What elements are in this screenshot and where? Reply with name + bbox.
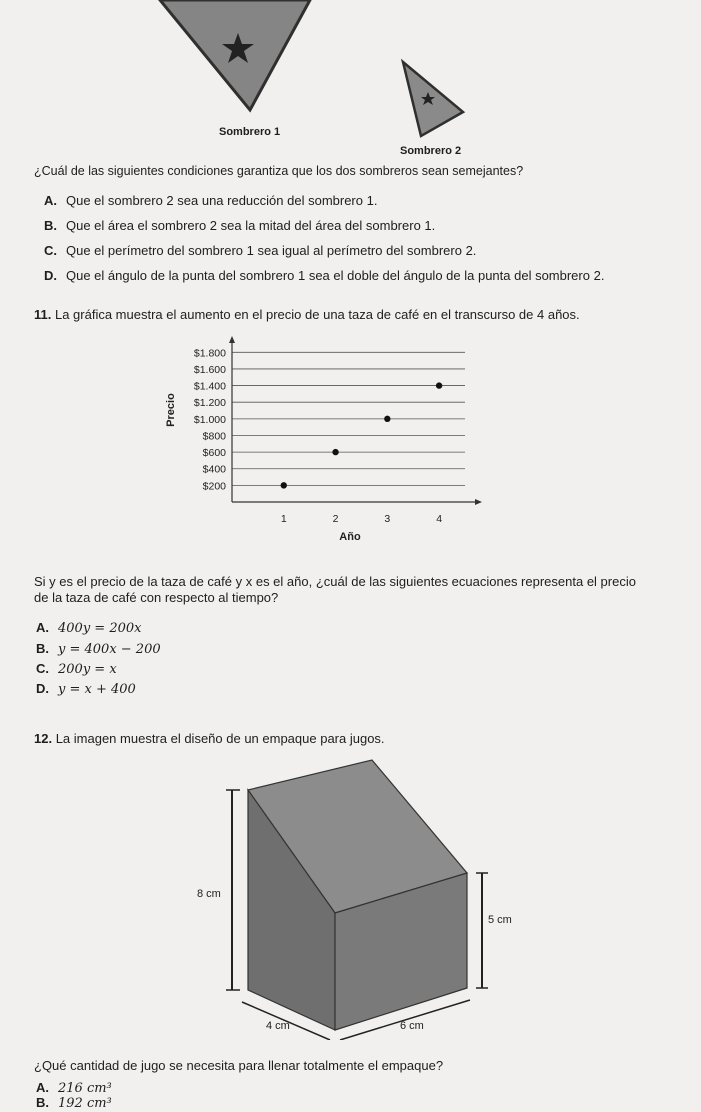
x-axis-label: Año	[339, 531, 361, 543]
y-tick-label: $400	[202, 463, 226, 476]
option-value: 192 cm³	[58, 1096, 112, 1111]
option-letter: A.	[36, 620, 49, 635]
data-point	[332, 449, 338, 455]
y-axis-label: Precio	[165, 393, 177, 427]
option-value: 216 cm³	[58, 1081, 112, 1096]
q10-option-b	[44, 218, 435, 234]
option-equation: 400y = 200x	[58, 621, 142, 636]
option-letter: D.	[36, 681, 49, 696]
hat-1-label: Sombrero 1	[219, 126, 281, 138]
juice-box-figure	[180, 750, 560, 1040]
data-point	[281, 482, 287, 488]
data-point	[384, 416, 390, 422]
width-label: 6 cm	[400, 1020, 424, 1032]
option-equation: y = x + 400	[58, 682, 136, 697]
data-point	[436, 382, 442, 388]
price-chart	[160, 330, 490, 550]
side-label: 5 cm	[488, 914, 512, 926]
q11-option-b	[36, 641, 161, 658]
option-letter: C.	[44, 243, 57, 258]
option-letter: B.	[36, 641, 49, 656]
x-tick-label: 1	[280, 513, 287, 525]
q11-option-c	[36, 661, 117, 678]
option-letter: A.	[44, 193, 57, 208]
q11-option-a	[36, 620, 141, 637]
option-equation: 200y = x	[58, 662, 117, 677]
option-text: Que el área el sombrero 2 sea la mitad del área del sombrero 1.	[66, 218, 436, 233]
y-tick-label: $1.200	[193, 397, 226, 410]
hats-figure	[150, 0, 480, 160]
q11-option-d	[36, 681, 136, 698]
option-letter: A.	[36, 1080, 49, 1095]
y-tick-labels	[194, 347, 226, 492]
q11-number: 11.	[34, 307, 52, 322]
q10-option-c	[44, 243, 476, 259]
y-tick-label: $1.400	[193, 380, 226, 393]
option-text: Que el perímetro del sombrero 1 sea igual al perímetro del sombrero 2.	[66, 243, 477, 258]
option-letter: B.	[36, 1095, 49, 1110]
q11-prompt-line-1: Si y es el precio de la taza de café y x es el año, ¿cuál de las siguientes ecuaciones representa el precio	[34, 574, 636, 589]
q11-question: La gráfica muestra el aumento en el precio de una taza de café en el transcurso de 4 años.	[54, 307, 580, 322]
hat-2-label: Sombrero 2	[400, 145, 462, 157]
y-tick-label: $800	[202, 430, 226, 443]
y-tick-label: $1.600	[193, 363, 226, 376]
option-letter: D.	[44, 268, 57, 283]
option-text: Que el sombrero 2 sea una reducción del sombrero 1.	[66, 193, 378, 208]
x-axis-arrow-icon	[475, 499, 482, 505]
y-tick-label: $1.800	[193, 347, 226, 360]
q10-option-d	[44, 268, 604, 284]
option-letter: C.	[36, 661, 49, 676]
x-tick-label: 2	[332, 513, 339, 525]
q12-prompt: ¿Qué cantidad de jugo se necesita para llenar totalmente el empaque?	[34, 1058, 444, 1073]
option-letter: B.	[44, 218, 57, 233]
q12-header	[34, 731, 385, 747]
x-tick-label: 3	[384, 513, 391, 525]
option-equation: y = 400x − 200	[58, 642, 161, 657]
q12-number: 12.	[34, 731, 53, 746]
q11-prompt-line-2: de la taza de café con respecto al tiempo?	[34, 590, 279, 605]
y-tick-label: $200	[202, 480, 226, 493]
x-tick-labels	[281, 513, 442, 525]
q10-option-a	[44, 193, 377, 209]
y-tick-label: $1.000	[193, 413, 226, 426]
y-axis-arrow-icon	[229, 336, 235, 343]
x-tick-label: 4	[436, 513, 443, 525]
q12-question: La imagen muestra el diseño de un empaque para jugos.	[55, 731, 385, 746]
hat-2-shape	[403, 62, 463, 136]
height-label: 8 cm	[197, 888, 221, 900]
chart-grid	[232, 352, 465, 485]
depth-label: 4 cm	[266, 1020, 290, 1032]
y-tick-label: $600	[202, 447, 226, 460]
q11-header	[34, 307, 580, 323]
option-text: Que el ángulo de la punta del sombrero 1 sea el doble del ángulo de la punta del sombrero 2.	[66, 268, 605, 283]
q10-question: ¿Cuál de las siguientes condiciones garantiza que los dos sombreros sean semejantes?	[34, 164, 524, 178]
